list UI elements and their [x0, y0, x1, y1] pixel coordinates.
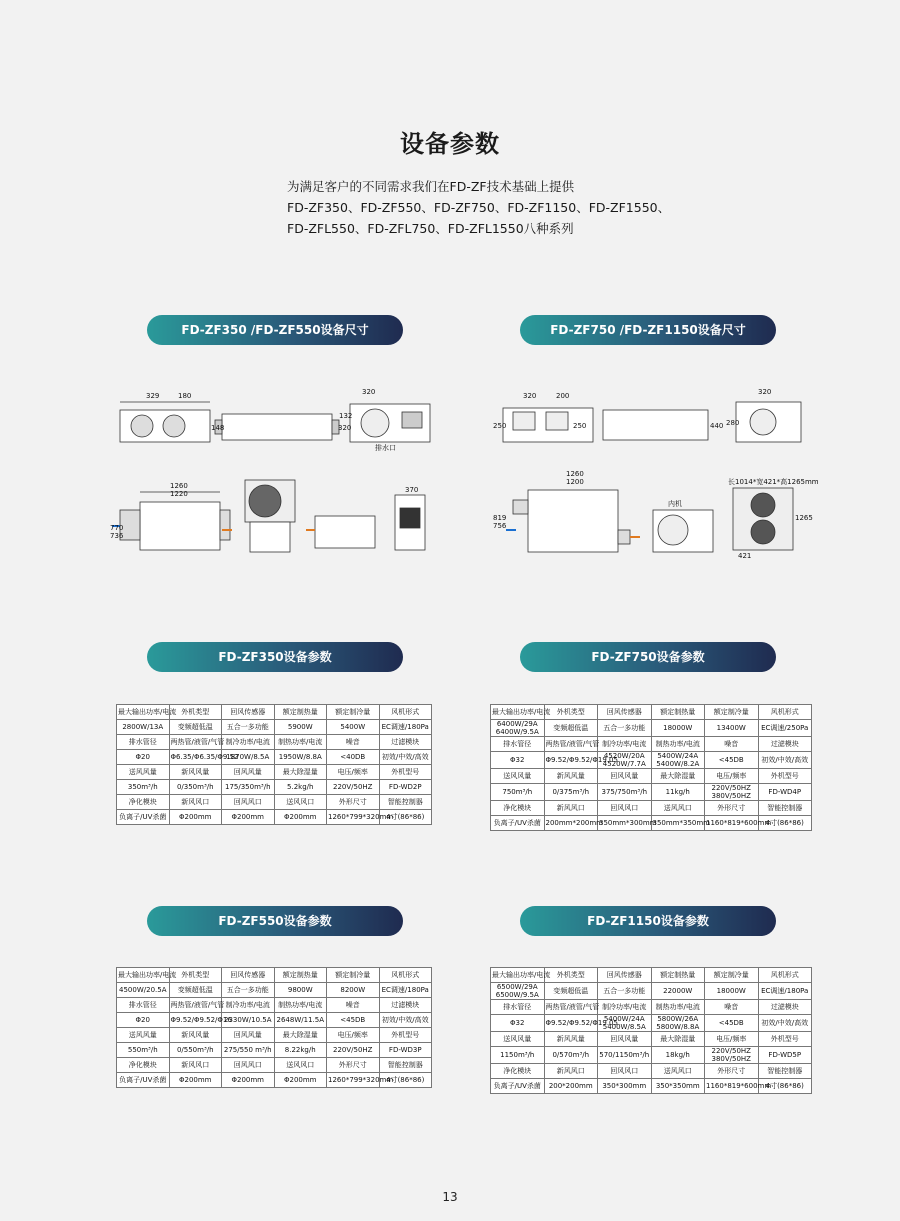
table-cell: 初效/中效/高效 — [379, 750, 432, 765]
dim-label: 1265 — [795, 514, 813, 522]
table-cell: 350m³/h — [117, 780, 170, 795]
table-cell: 回风风口 — [222, 795, 275, 810]
table-cell: 送风风口 — [651, 801, 705, 816]
table-cell: 最大输出功率/电流 — [491, 705, 545, 720]
dim-label: 148 — [211, 424, 225, 432]
table-cell: 额定制热量 — [274, 968, 327, 983]
dim-label: 1220 — [170, 490, 188, 498]
table-cell: 过滤模块 — [379, 735, 432, 750]
table-cell: 18000W — [651, 720, 705, 737]
dim-label: 320 — [338, 424, 352, 432]
section-header-dim-right: FD-ZF750 /FD-ZF1150设备尺寸 — [520, 315, 776, 345]
table-cell: 2648W/11.5A — [274, 1013, 327, 1028]
table-cell: 回风风量 — [222, 765, 275, 780]
table-cell: 额定制冷量 — [327, 968, 380, 983]
table-cell: Φ9.52/Φ9.52/Φ16 — [169, 1013, 222, 1028]
table-cell: 制冷功率/电流 — [598, 737, 652, 752]
table-row — [491, 1047, 812, 1064]
table-cell: 负离子/UV杀菌 — [117, 1073, 170, 1088]
table-cell: 噪音 — [705, 737, 759, 752]
table-cell: 新风风口 — [169, 1058, 222, 1073]
table-cell: 2330W/10.5A — [222, 1013, 275, 1028]
dim-label: 1200 — [566, 478, 584, 486]
table-cell: 初效/中效/高效 — [758, 752, 812, 769]
table-cell: Φ9.52/Φ9.52/Φ19.05 — [544, 1015, 598, 1032]
table-cell: 送风风口 — [274, 1058, 327, 1073]
table-row — [117, 780, 432, 795]
table-row — [117, 983, 432, 998]
table-cell: 22000W — [651, 983, 705, 1000]
table-cell: 外机类型 — [169, 968, 222, 983]
dim-label: 329 — [146, 392, 160, 400]
table-cell: 风机形式 — [758, 968, 812, 983]
table-cell: 制热功率/电流 — [651, 1000, 705, 1015]
table-cell: 制冷功率/电流 — [222, 735, 275, 750]
table-cell: 过滤模块 — [758, 737, 812, 752]
table-cell: 350*350mm — [651, 1079, 705, 1094]
table-cell: 1160*819*600mm — [705, 816, 759, 831]
table-cell: 智能控制器 — [758, 801, 812, 816]
dimension-diagram-zf350-zf550 — [110, 380, 440, 565]
table-row — [117, 1073, 432, 1088]
table-cell: 4寸(86*86) — [758, 816, 812, 831]
dim-label: 421 — [738, 552, 752, 560]
table-cell: 5400W — [327, 720, 380, 735]
table-row — [491, 1079, 812, 1094]
table-cell: 负离子/UV杀菌 — [117, 810, 170, 825]
table-cell: 外机型号 — [379, 1028, 432, 1043]
table-row — [117, 998, 432, 1013]
table-cell: 175/350m³/h — [222, 780, 275, 795]
table-cell: 4500W/20.5A — [117, 983, 170, 998]
dim-label: 736 — [110, 532, 124, 540]
table-cell: 570/1150m³/h — [598, 1047, 652, 1064]
table-cell: 回风传感器 — [222, 968, 275, 983]
table-cell: FD-WD2P — [379, 780, 432, 795]
table-row — [491, 1000, 812, 1015]
table-cell: 4520W/20A 4520W/7.7A — [598, 752, 652, 769]
table-cell: EC调速/180Pa — [379, 720, 432, 735]
table-cell: 外形尺寸 — [327, 795, 380, 810]
dim-label: 370 — [405, 486, 419, 494]
table-cell: 200mm*200mm — [544, 816, 598, 831]
spec-table-zf550 — [116, 967, 432, 1088]
table-cell: 额定制热量 — [651, 705, 705, 720]
table-row — [117, 720, 432, 735]
table-row — [117, 795, 432, 810]
table-cell: 13400W — [705, 720, 759, 737]
table-cell: 11kg/h — [651, 784, 705, 801]
table-cell: 送风风量 — [117, 765, 170, 780]
table-cell: 1160*819*600mm — [705, 1079, 759, 1094]
table-cell: 220V/50HZ 380V/50HZ — [705, 1047, 759, 1064]
table-cell: 制冷功率/电流 — [598, 1000, 652, 1015]
table-cell: 风机形式 — [758, 705, 812, 720]
table-row — [117, 968, 432, 983]
table-cell: 五合一多功能 — [222, 983, 275, 998]
section-header-zf550: FD-ZF550设备参数 — [147, 906, 403, 936]
table-cell: 回风传感器 — [222, 705, 275, 720]
table-row — [491, 705, 812, 720]
dim-label: 440 — [710, 422, 724, 430]
table-cell: 送风风口 — [651, 1064, 705, 1079]
table-cell: 外机类型 — [169, 705, 222, 720]
table-cell: 净化模块 — [117, 795, 170, 810]
table-cell: 净化模块 — [117, 1058, 170, 1073]
table-cell: 外机型号 — [758, 1032, 812, 1047]
table-cell: 智能控制器 — [758, 1064, 812, 1079]
table-cell: <45DB — [327, 1013, 380, 1028]
table-row — [117, 750, 432, 765]
table-cell: 550m³/h — [117, 1043, 170, 1058]
table-cell: 变频超低温 — [544, 983, 598, 1000]
table-cell: 电压/频率 — [705, 769, 759, 784]
table-cell: 变频超低温 — [544, 720, 598, 737]
table-cell: 350mm*300mm — [598, 816, 652, 831]
dim-label: 320 — [362, 388, 376, 396]
table-cell: 新风风口 — [169, 795, 222, 810]
table-cell: 风机形式 — [379, 705, 432, 720]
table-cell: 0/550m³/h — [169, 1043, 222, 1058]
table-cell: 外机型号 — [758, 769, 812, 784]
table-row — [117, 1013, 432, 1028]
table-cell: 6400W/29A 6400W/9.5A — [491, 720, 545, 737]
dim-label: 250 — [573, 422, 587, 430]
table-cell: 1260*799*320mm — [327, 1073, 380, 1088]
table-cell: 1870W/8.5A — [222, 750, 275, 765]
table-cell: 过滤模块 — [379, 998, 432, 1013]
table-cell: 5400W/24A 5400W/8.5A — [598, 1015, 652, 1032]
table-cell: 两热管/液管/气管 — [544, 737, 598, 752]
dimension-diagram-zf750-zf1150 — [488, 380, 828, 570]
table-cell: 五合一多功能 — [598, 720, 652, 737]
table-cell: 18000W — [705, 983, 759, 1000]
table-cell: 回风传感器 — [598, 705, 652, 720]
table-cell: 制热功率/电流 — [274, 998, 327, 1013]
table-row — [491, 801, 812, 816]
dim-label: 132 — [339, 412, 353, 420]
table-cell: 两热管/液管/气管 — [169, 998, 222, 1013]
table-cell: 排水管径 — [117, 735, 170, 750]
table-row — [491, 1064, 812, 1079]
page-title: 设备参数 — [400, 130, 500, 158]
table-cell: 5400W/24A 5400W/8.2A — [651, 752, 705, 769]
table-cell: 回风风量 — [598, 1032, 652, 1047]
dim-label: 1260 — [566, 470, 584, 478]
table-cell: 风机形式 — [379, 968, 432, 983]
dim-label: 280 — [726, 419, 740, 427]
table-cell: 8200W — [327, 983, 380, 998]
table-cell: 送风风量 — [117, 1028, 170, 1043]
table-cell: 6500W/29A 6500W/9.5A — [491, 983, 545, 1000]
table-cell: 排水管径 — [491, 1000, 545, 1015]
spec-table-zf750 — [490, 704, 812, 831]
table-cell: 5900W — [274, 720, 327, 735]
dim-label: 250 — [493, 422, 507, 430]
table-row — [117, 705, 432, 720]
section-header-zf750: FD-ZF750设备参数 — [520, 642, 776, 672]
dim-label: 180 — [178, 392, 192, 400]
table-row — [117, 810, 432, 825]
table-cell: Φ32 — [491, 1015, 545, 1032]
table-cell: Φ20 — [117, 750, 170, 765]
dim-label: 1260 — [170, 482, 188, 490]
table-row — [491, 737, 812, 752]
table-row — [491, 983, 812, 1000]
table-cell: 负离子/UV杀菌 — [491, 816, 545, 831]
table-cell: Φ32 — [491, 752, 545, 769]
table-cell: <40DB — [327, 750, 380, 765]
table-cell: 净化模块 — [491, 1064, 545, 1079]
table-cell: 电压/频率 — [327, 1028, 380, 1043]
table-cell: 制冷功率/电流 — [222, 998, 275, 1013]
table-cell: 新风风口 — [544, 1064, 598, 1079]
table-cell: 0/350m³/h — [169, 780, 222, 795]
table-cell: 最大输出功率/电流 — [117, 968, 170, 983]
drain-outlet-label: 排水口 — [375, 444, 396, 452]
table-cell: 275/550 m³/h — [222, 1043, 275, 1058]
table-cell: 智能控制器 — [379, 1058, 432, 1073]
section-header-dim-left: FD-ZF350 /FD-ZF550设备尺寸 — [147, 315, 403, 345]
table-cell: 4寸(86*86) — [758, 1079, 812, 1094]
intro-line: FD-ZF350、FD-ZF550、FD-ZF750、FD-ZF1150、FD-ZF1550、 — [287, 200, 671, 215]
table-cell: 变频超低温 — [169, 983, 222, 998]
indoor-unit-label: 内机 — [668, 500, 682, 508]
dim-label: 770 — [110, 524, 124, 532]
table-cell: Φ200mm — [274, 1073, 327, 1088]
table-cell: 额定制热量 — [274, 705, 327, 720]
table-cell: 排水管径 — [117, 998, 170, 1013]
table-cell: FD-WD4P — [758, 784, 812, 801]
table-cell: EC调速/180Pa — [758, 983, 812, 1000]
table-cell: 5.2kg/h — [274, 780, 327, 795]
table-cell: 最大除湿量 — [274, 1028, 327, 1043]
table-row — [491, 752, 812, 769]
table-cell: <45DB — [705, 752, 759, 769]
table-cell: 350*300mm — [598, 1079, 652, 1094]
table-cell: 噪音 — [327, 735, 380, 750]
table-cell: 回风风口 — [222, 1058, 275, 1073]
table-cell: 0/375m³/h — [544, 784, 598, 801]
table-cell: 五合一多功能 — [222, 720, 275, 735]
table-cell: EC调速/250Pa — [758, 720, 812, 737]
table-cell: 两热管/液管/气管 — [544, 1000, 598, 1015]
table-cell: 送风风口 — [274, 795, 327, 810]
table-cell: 2800W/13A — [117, 720, 170, 735]
dim-label: 200 — [556, 392, 570, 400]
table-cell: 初效/中效/高效 — [758, 1015, 812, 1032]
table-cell: 最大除湿量 — [651, 1032, 705, 1047]
table-row — [491, 784, 812, 801]
table-cell: 回风风量 — [598, 769, 652, 784]
table-cell: 外形尺寸 — [705, 1064, 759, 1079]
table-cell: 送风风量 — [491, 769, 545, 784]
technical-drawing — [110, 380, 440, 565]
table-cell: 最大输出功率/电流 — [117, 705, 170, 720]
table-cell: 8.22kg/h — [274, 1043, 327, 1058]
table-cell: 1950W/8.8A — [274, 750, 327, 765]
table-cell: 220V/50HZ — [327, 1043, 380, 1058]
table-cell: 过滤模块 — [758, 1000, 812, 1015]
dim-label: 756 — [493, 522, 507, 530]
table-cell: 18kg/h — [651, 1047, 705, 1064]
dim-label: 320 — [758, 388, 772, 396]
intro-line: 为满足客户的不同需求我们在FD-ZF技术基础上提供 — [287, 179, 575, 194]
table-row — [491, 1015, 812, 1032]
table-cell: 750m³/h — [491, 784, 545, 801]
table-cell: 350mm*350mm — [651, 816, 705, 831]
table-cell: 4寸(86*86) — [379, 1073, 432, 1088]
table-cell: Φ9.52/Φ9.52/Φ19.05 — [544, 752, 598, 769]
table-cell: 排水管径 — [491, 737, 545, 752]
table-cell: 0/570m³/h — [544, 1047, 598, 1064]
table-row — [491, 769, 812, 784]
table-cell: 5800W/26A 5800W/8.8A — [651, 1015, 705, 1032]
table-cell: 最大除湿量 — [651, 769, 705, 784]
table-cell: 外机类型 — [544, 968, 598, 983]
table-cell: 额定制热量 — [651, 968, 705, 983]
table-cell: 送风风量 — [491, 1032, 545, 1047]
section-header-zf1150: FD-ZF1150设备参数 — [520, 906, 776, 936]
table-cell: Φ200mm — [169, 1073, 222, 1088]
table-cell: 额定制冷量 — [705, 705, 759, 720]
table-row — [491, 968, 812, 983]
table-cell: Φ6.35/Φ6.35/Φ9.52 — [169, 750, 222, 765]
table-cell: 智能控制器 — [379, 795, 432, 810]
table-cell: 回风风口 — [598, 801, 652, 816]
table-cell: 噪音 — [705, 1000, 759, 1015]
table-row — [117, 1058, 432, 1073]
table-cell: 新风风量 — [544, 769, 598, 784]
table-cell: 新风风量 — [169, 1028, 222, 1043]
intro-line: FD-ZFL550、FD-ZFL750、FD-ZFL1550八种系列 — [287, 221, 574, 236]
table-row — [117, 1043, 432, 1058]
table-cell: 电压/频率 — [705, 1032, 759, 1047]
table-cell: 375/750m³/h — [598, 784, 652, 801]
table-row — [491, 816, 812, 831]
table-cell: 新风风口 — [544, 801, 598, 816]
table-cell: 最大除湿量 — [274, 765, 327, 780]
technical-drawing — [488, 380, 828, 570]
table-cell: 最大输出功率/电流 — [491, 968, 545, 983]
table-cell: 额定制冷量 — [705, 968, 759, 983]
table-cell: 变频超低温 — [169, 720, 222, 735]
dim-label: 320 — [523, 392, 537, 400]
table-cell: 回风风口 — [598, 1064, 652, 1079]
table-cell: 外机类型 — [544, 705, 598, 720]
table-cell: 负离子/UV杀菌 — [491, 1079, 545, 1094]
dim-label: 819 — [493, 514, 507, 522]
table-cell: 外机型号 — [379, 765, 432, 780]
table-row — [117, 1028, 432, 1043]
table-cell: 220V/50HZ 380V/50HZ — [705, 784, 759, 801]
section-header-zf350: FD-ZF350设备参数 — [147, 642, 403, 672]
table-cell: 外形尺寸 — [705, 801, 759, 816]
table-row — [491, 720, 812, 737]
spec-table-zf1150 — [490, 967, 812, 1094]
outdoor-size-label: 长1014*宽421*高1265mm — [728, 478, 819, 486]
table-cell: 回风风量 — [222, 1028, 275, 1043]
table-cell: 1150m³/h — [491, 1047, 545, 1064]
table-cell: Φ20 — [117, 1013, 170, 1028]
page-number: 13 — [442, 1190, 458, 1204]
spec-table-zf350 — [116, 704, 432, 825]
table-cell: 额定制冷量 — [327, 705, 380, 720]
table-cell: Φ200mm — [274, 810, 327, 825]
table-cell: 200*200mm — [544, 1079, 598, 1094]
table-cell: 噪音 — [327, 998, 380, 1013]
table-cell: 净化模块 — [491, 801, 545, 816]
table-row — [117, 735, 432, 750]
table-cell: 9800W — [274, 983, 327, 998]
intro-text — [287, 176, 670, 239]
table-cell: Φ200mm — [222, 810, 275, 825]
table-cell: <45DB — [705, 1015, 759, 1032]
table-row — [117, 765, 432, 780]
table-cell: 新风风量 — [544, 1032, 598, 1047]
table-cell: 回风传感器 — [598, 968, 652, 983]
table-cell: Φ200mm — [169, 810, 222, 825]
table-cell: 初效/中效/高效 — [379, 1013, 432, 1028]
table-cell: 外形尺寸 — [327, 1058, 380, 1073]
table-cell: 五合一多功能 — [598, 983, 652, 1000]
table-cell: 220V/50HZ — [327, 780, 380, 795]
table-cell: 4寸(86*86) — [379, 810, 432, 825]
table-cell: 制热功率/电流 — [274, 735, 327, 750]
table-cell: 两热管/液管/气管 — [169, 735, 222, 750]
table-cell: EC调速/180Pa — [379, 983, 432, 998]
table-cell: Φ200mm — [222, 1073, 275, 1088]
table-cell: FD-WD5P — [758, 1047, 812, 1064]
table-row — [491, 1032, 812, 1047]
table-cell: 新风风量 — [169, 765, 222, 780]
table-cell: 制热功率/电流 — [651, 737, 705, 752]
table-cell: 1260*799*320mm — [327, 810, 380, 825]
table-cell: 电压/频率 — [327, 765, 380, 780]
table-cell: FD-WD3P — [379, 1043, 432, 1058]
